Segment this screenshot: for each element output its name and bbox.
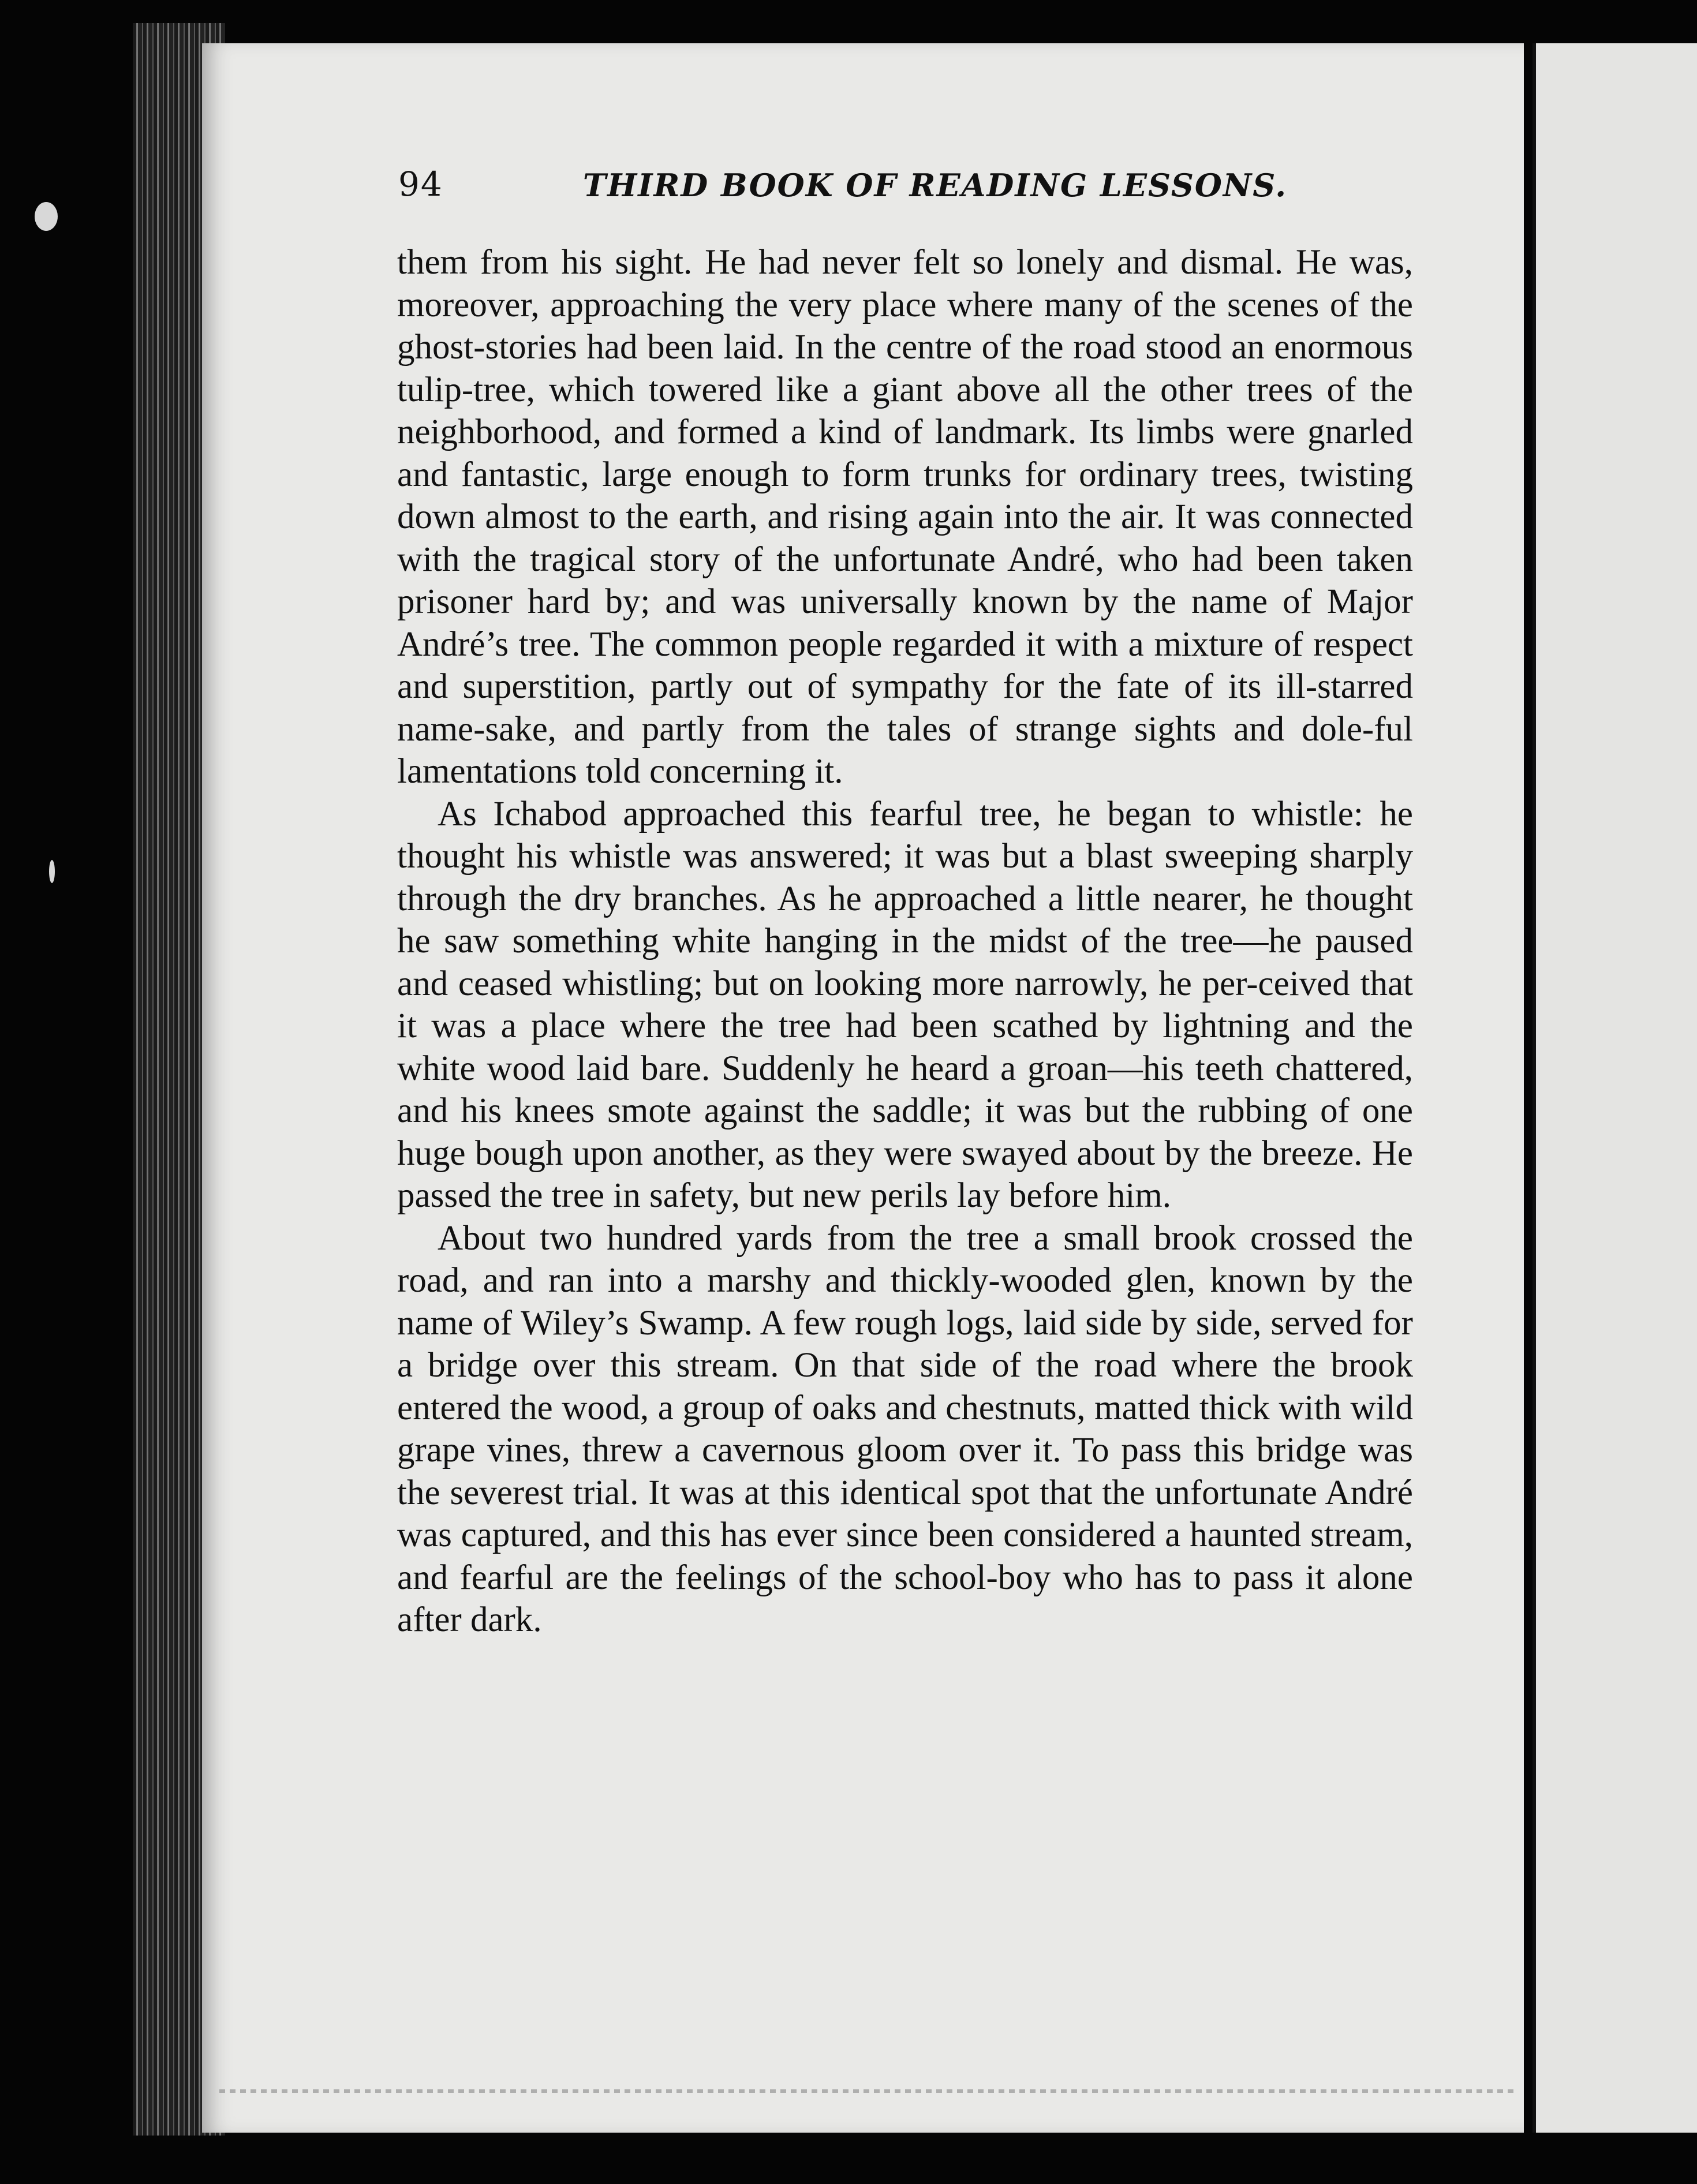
paragraph: As Ichabod approached this fearful tree, he began to whistle: he thought his whistle was answered; it was but a blast sweeping sharply through the dry branches. As he approached a little nearer, he thought he saw something white hanging in the midst of the tree—he paused and ceased whistling; but on looking more narrowly, he per-ceived that it was a place where the tree had been scathed by lightning and the white wood laid bare. Suddenly he heard a groan—his teeth chattered, and his knees smote against the saddle; it was but the rubbing of one huge bough upon another, as they were swayed about by the breeze. He passed the tree in safety, but new perils lay before him. bbox=[397, 794, 1413, 1215]
facing-page-edge bbox=[1532, 43, 1697, 2133]
paragraph: About two hundred yards from the tree a small brook crossed the road, and ran into a marshy and thickly-wooded glen, known by the name of Wiley’s Swamp. A few rough logs, laid side by side, served for a bridge over this stream. On that side of the road where the brook entered the wood, a group of oaks and chestnuts, matted thick with wild grape vines, threw a cavernous gloom over it. To pass this bridge was the severest trial. It was at this identical spot that the unfortunate André was captured, and this has ever since been considered a haunted stream, and fearful are the feelings of the school-boy who has to pass it alone after dark. bbox=[397, 1218, 1413, 1639]
paragraph: them from his sight. He had never felt so lonely and dismal. He was, moreover, approaching the very place where many of the scenes of the ghost-stories had been laid. In the centre of the road stood an enormous tulip-tree, which towered like a giant above all the other trees of the neighborhood, and formed a kind of landmark. Its limbs were gnarled and fantastic, large enough to form trunks for ordinary trees, twisting down almost to the earth, and rising again into the air. It was connected with the tragical story of the unfortunate André, who had been taken prisoner hard by; and was universally known by the name of Major André’s tree. The common people regarded it with a mixture of respect and superstition, partly out of sympathy for the fate of its ill-starred name-sake, and partly from the tales of strange sights and dole-ful lamentations told concerning it. bbox=[397, 243, 1413, 791]
scan-speck bbox=[49, 860, 55, 883]
body-text bbox=[397, 241, 1413, 1641]
page-header bbox=[398, 164, 1288, 216]
running-title: THIRD BOOK OF READING LESSONS. bbox=[583, 167, 1288, 204]
page-number: 94 bbox=[398, 164, 443, 204]
scan-speck bbox=[35, 202, 58, 231]
page-bottom-edge bbox=[219, 2089, 1518, 2093]
